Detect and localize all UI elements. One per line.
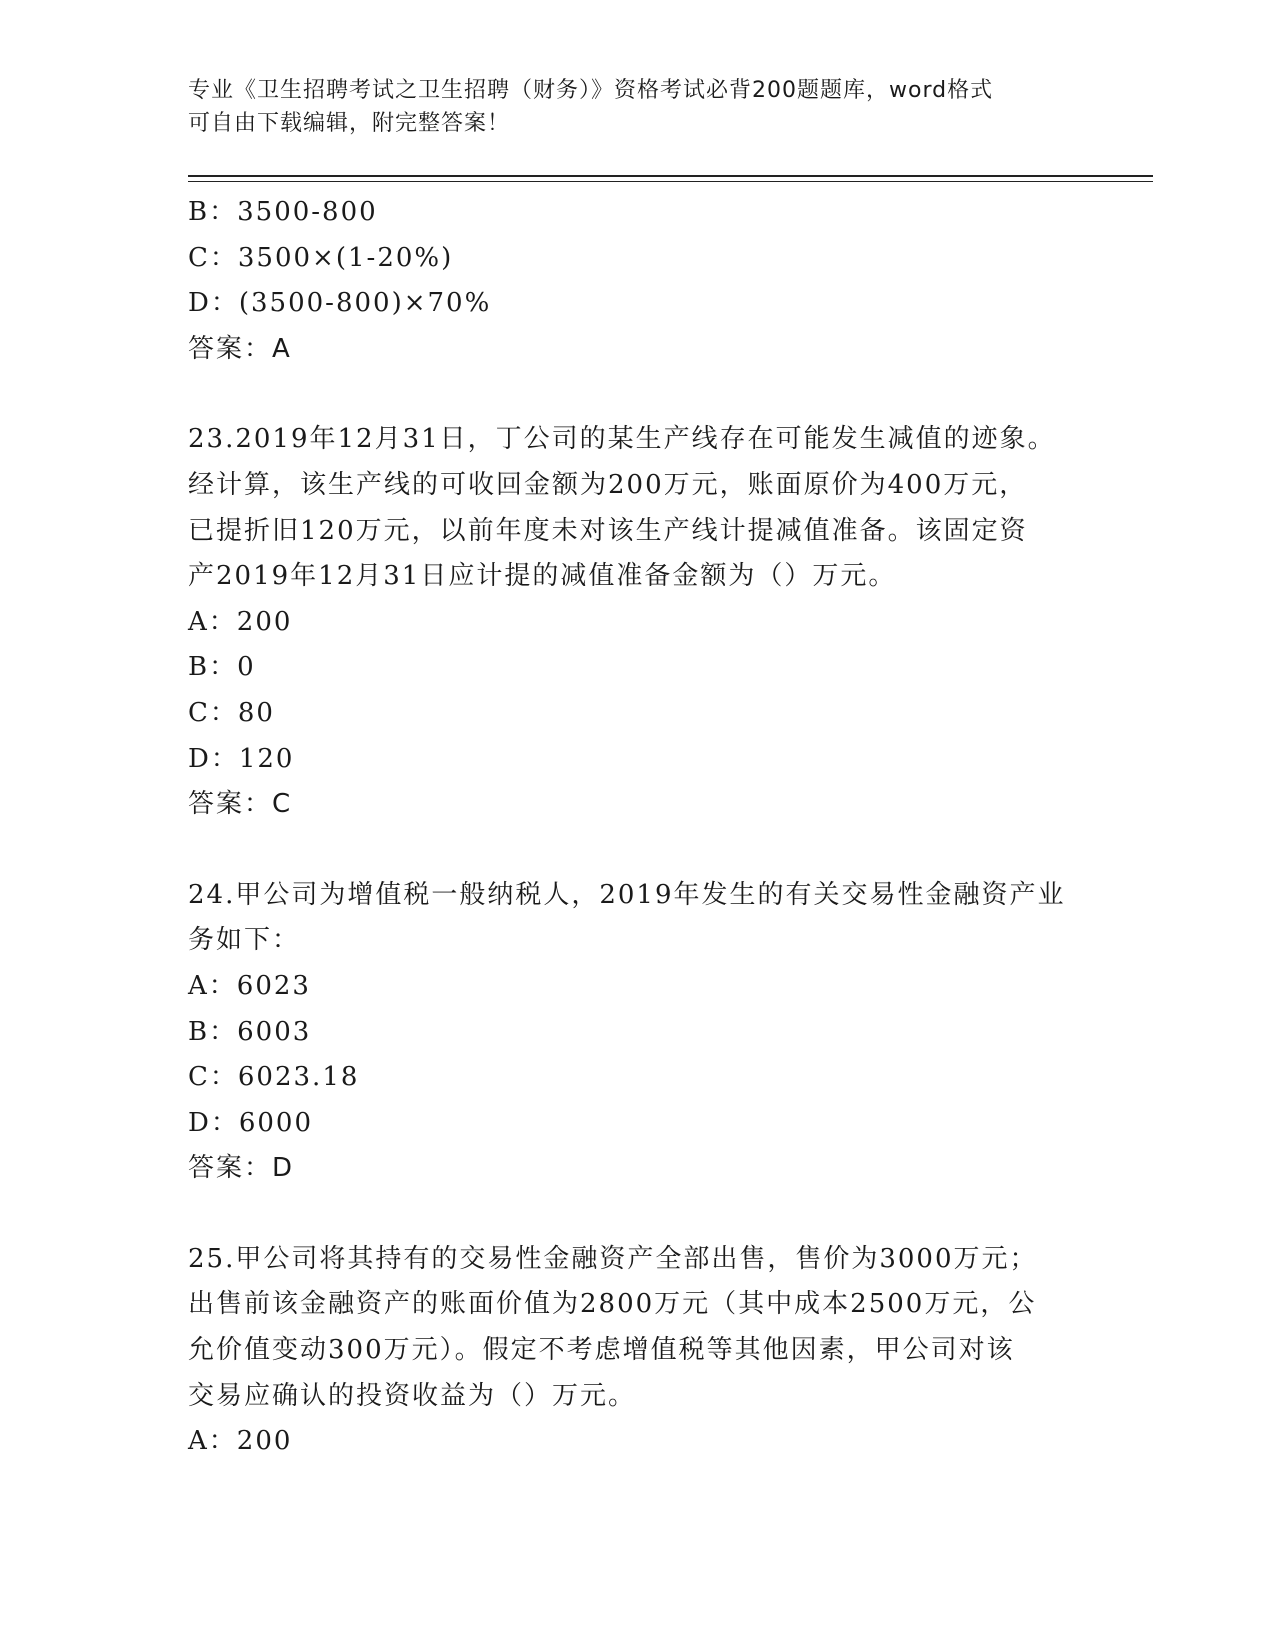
question-stem-line: 交易应确认的投资收益为（）万元。	[188, 1380, 637, 1411]
question-stem-line: 已提折旧120万元，以前年度未对该生产线计提减值准备。该固定资	[188, 515, 1028, 546]
question-23	[188, 417, 1088, 827]
question-content	[188, 190, 1088, 1465]
option-b: B：0	[188, 652, 256, 683]
option-d: D：(3500-800)×70%	[188, 288, 492, 319]
question-24	[188, 873, 1088, 1192]
header-divider-thin	[188, 181, 1153, 182]
option-c: C：80	[188, 697, 275, 728]
option-c: C：6023.18	[188, 1062, 360, 1093]
header-divider-thick	[188, 175, 1153, 177]
option-a: A：6023	[188, 970, 311, 1001]
option-d: D：120	[188, 743, 295, 774]
header-line-2: 可自由下载编辑，附完整答案！	[188, 111, 511, 136]
question-stem-line: 24.甲公司为增值税一般纳税人，2019年发生的有关交易性金融资产业	[188, 879, 1066, 910]
answer: 答案：A	[188, 333, 292, 364]
header-line-1: 专业《卫生招聘考试之卫生招聘（财务）》资格考试必背200题题库，word格式	[188, 78, 994, 103]
option-d: D：6000	[188, 1107, 314, 1138]
option-c: C：3500×(1-20%)	[188, 242, 454, 273]
question-stem-line: 出售前该金融资产的账面价值为2800万元（其中成本2500万元，公	[188, 1289, 1037, 1320]
question-stem-line: 允价值变动300万元）。假定不考虑增值税等其他因素，甲公司对该	[188, 1335, 1015, 1366]
question-25	[188, 1237, 1088, 1465]
option-b: B：6003	[188, 1016, 312, 1047]
document-header	[188, 74, 1088, 140]
option-a: A：200	[188, 606, 293, 637]
answer: 答案：D	[188, 1153, 295, 1184]
option-a: A：200	[188, 1426, 293, 1457]
question-stem-line: 25.甲公司将其持有的交易性金融资产全部出售，售价为3000万元；	[188, 1243, 1038, 1274]
answer: 答案：C	[188, 789, 293, 820]
question-stem-line: 产2019年12月31日应计提的减值准备金额为（）万元。	[188, 561, 897, 592]
question-stem-line: 务如下：	[188, 925, 301, 956]
question-stem-line: 经计算，该生产线的可收回金额为200万元，账面原价为400万元，	[188, 469, 1028, 500]
question-22-tail	[188, 190, 1088, 372]
question-stem-line: 23.2019年12月31日，丁公司的某生产线存在可能发生减值的迹象。	[188, 424, 1056, 455]
option-b: B：3500-800	[188, 197, 378, 227]
